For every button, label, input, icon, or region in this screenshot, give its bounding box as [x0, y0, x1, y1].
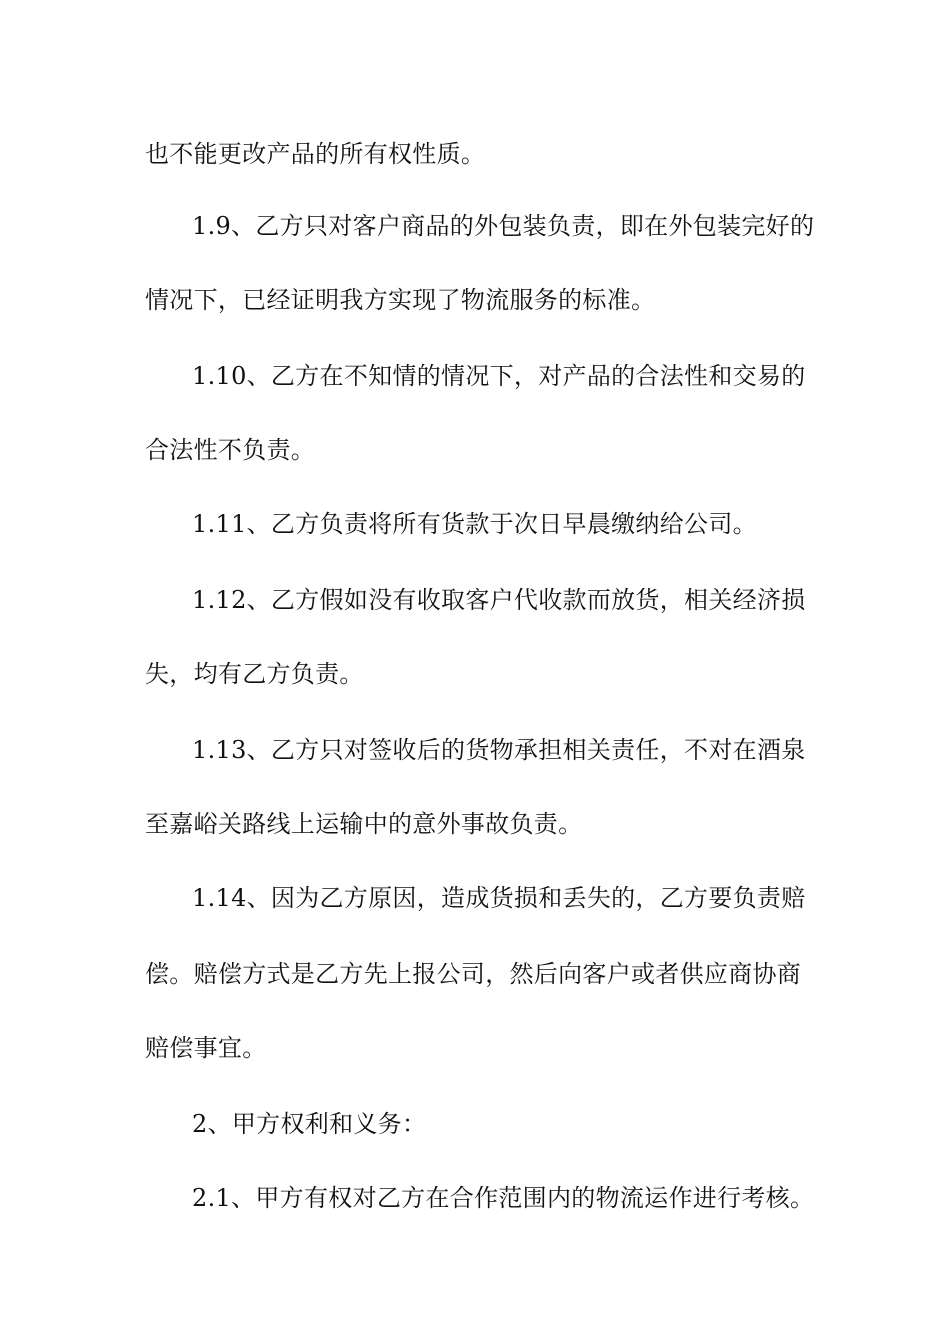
clause-1-14-line: 1.14、因为乙方原因，造成货损和丢失的，乙方要负责赔 — [192, 884, 806, 912]
section-2-heading: 2、甲方权利和义务： — [192, 1110, 427, 1138]
paragraph-line: 至嘉峪关路线上运输中的意外事故负责。 — [145, 810, 583, 838]
clause-1-10-line: 1.10、乙方在不知情的情况下，对产品的合法性和交易的 — [192, 362, 806, 390]
clause-2-1-line: 2.1、甲方有权对乙方在合作范围内的物流运作进行考核。 — [192, 1184, 815, 1212]
clause-1-11-line: 1.11、乙方负责将所有货款于次日早晨缴纳给公司。 — [192, 510, 757, 538]
paragraph-line: 失，均有乙方负责。 — [145, 660, 364, 688]
clause-1-13-line: 1.13、乙方只对签收后的货物承担相关责任，不对在酒泉 — [192, 736, 806, 764]
clause-1-9-line: 1.9、乙方只对客户商品的外包装负责，即在外包装完好的 — [192, 212, 815, 240]
clause-1-12-line: 1.12、乙方假如没有收取客户代收款而放货，相关经济损 — [192, 586, 806, 614]
paragraph-line: 赔偿事宜。 — [145, 1034, 267, 1062]
paragraph-line: 也不能更改产品的所有权性质。 — [145, 140, 486, 168]
paragraph-line: 偿。赔偿方式是乙方先上报公司，然后向客户或者供应商协商 — [145, 960, 802, 988]
paragraph-line: 情况下，已经证明我方实现了物流服务的标准。 — [145, 286, 656, 314]
paragraph-line: 合法性不负责。 — [145, 436, 316, 464]
